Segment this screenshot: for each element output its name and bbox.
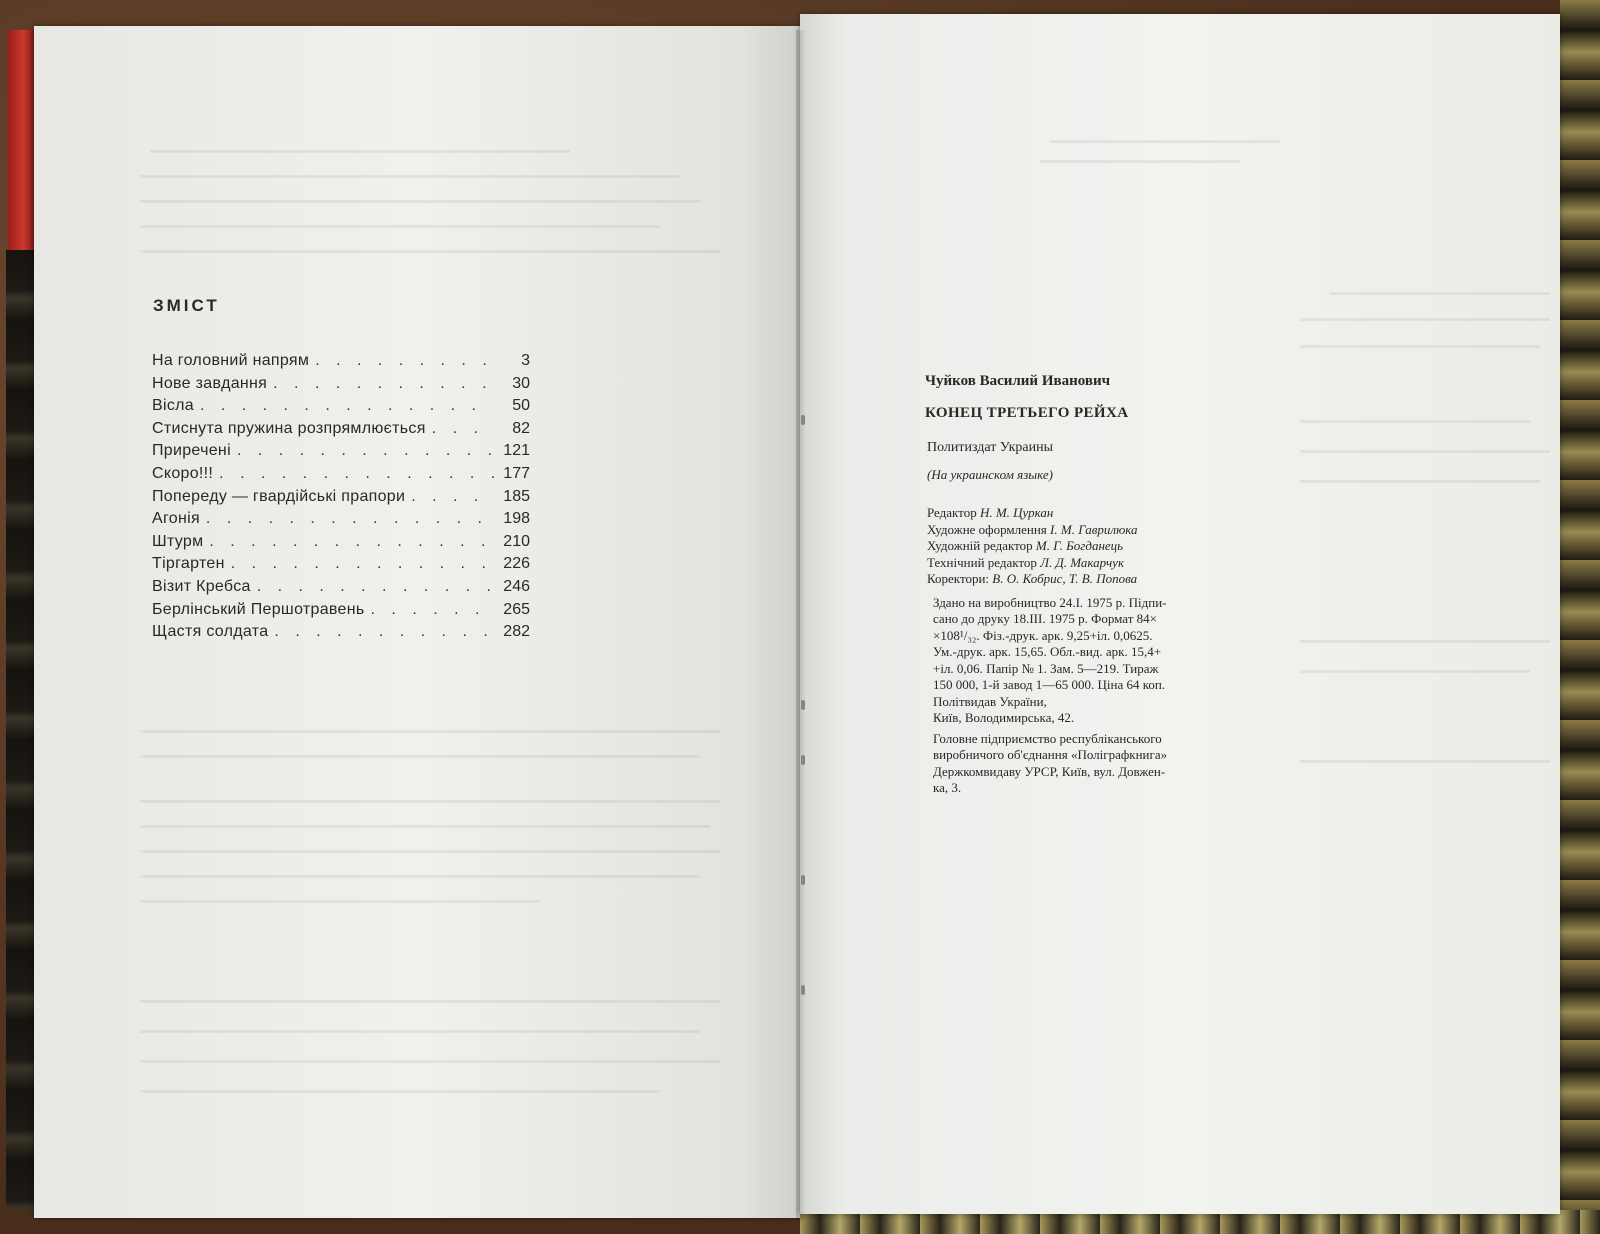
contents-entry-title: Тіргартен <box>152 555 225 573</box>
leader-dots <box>219 465 494 483</box>
contents-entry <box>152 420 530 443</box>
production-line: Ум.-друк. арк. 15,65. Обл.-вид. арк. 15,4+ <box>933 644 1162 660</box>
credit-line <box>927 522 1138 539</box>
contents-entry-page: 177 <box>503 464 530 482</box>
credit-line <box>927 555 1138 572</box>
credit-role: Художне оформлення <box>927 521 1047 537</box>
contents-entry-page: 210 <box>503 532 530 550</box>
language-note: (На украинском языке) <box>927 467 1053 482</box>
contents-entry-title: Вісла <box>152 397 194 415</box>
contents-entry-page: 282 <box>503 623 530 641</box>
contents-entry-title: На головний напрям <box>152 352 310 369</box>
production-line: сано до друку 18.ІІІ. 1975 р. Формат 84× <box>933 611 1157 627</box>
contents-entry-title: Попереду — гвардійські прапори <box>152 487 406 505</box>
leader-dots <box>231 555 494 573</box>
leader-dots <box>371 601 494 619</box>
contents-entry-page: 121 <box>503 442 530 460</box>
contents-entry <box>152 375 530 398</box>
leader-dots <box>432 420 494 438</box>
contents-entry-page: 82 <box>512 419 530 437</box>
contents-entry-title: Нове завдання <box>152 374 268 392</box>
contents-entry <box>152 442 530 465</box>
printer-line: виробничого об'єднання «Поліграфкнига» <box>933 747 1168 763</box>
contents-entry <box>152 578 530 601</box>
cover-edge-dark <box>6 250 34 1210</box>
contents-entry-page: 246 <box>503 577 530 595</box>
contents-heading: ЗМІСТ <box>153 296 220 315</box>
credit-line <box>927 505 1138 522</box>
leader-dots <box>411 488 494 506</box>
contents-entry-title: Стиснута пружина розпрямлюється <box>152 419 426 437</box>
contents-entry-page: 198 <box>503 510 530 528</box>
contents-entry <box>152 533 530 556</box>
credit-line <box>927 538 1138 555</box>
address-line: Політвидав України, <box>933 694 1047 709</box>
contents-entry <box>152 465 530 488</box>
contents-entry-title: Візит Кребса <box>152 577 251 595</box>
printer-line: Держкомвидаву УРСР, Київ, вул. Довжен- <box>933 763 1166 779</box>
credit-role: Редактор <box>927 505 977 520</box>
binding-stitch <box>801 875 805 885</box>
printer-details <box>933 731 1263 797</box>
contents-entry-page: 50 <box>512 397 530 415</box>
contents-entry <box>152 352 530 375</box>
contents-entry <box>152 510 530 533</box>
contents-entry-page: 265 <box>503 600 530 618</box>
leader-dots <box>315 352 494 370</box>
credit-name: Н. М. Цуркан <box>979 505 1054 520</box>
cover-edge-right <box>1560 0 1600 1234</box>
contents-list <box>152 352 530 646</box>
production-line: ×108¹/₃₂. Фіз.-друк. арк. 9,25+іл. 0,0625. <box>933 627 1153 643</box>
production-line: 150 000, 1-й завод 1—65 000. Ціна 64 коп. <box>933 677 1166 693</box>
contents-entry-page: 226 <box>503 555 530 573</box>
contents-entry-title: Скоро!!! <box>152 464 214 482</box>
binding-stitch <box>801 700 805 710</box>
contents-entry <box>152 601 530 624</box>
book-title: КОНЕЦ ТРЕТЬЕГО РЕЙХА <box>925 405 1129 421</box>
binding-stitch <box>801 755 805 765</box>
printer-line: Головне підприємство республіканського <box>933 731 1162 746</box>
publisher-address <box>933 694 1074 727</box>
binding-stitch <box>801 415 805 425</box>
printer-line: ка, 3. <box>933 780 962 796</box>
credit-role: Коректори: <box>927 571 990 586</box>
credit-name: І. М. Гаврилюка <box>1050 521 1138 537</box>
credit-role: Художній редактор <box>927 538 1033 553</box>
credit-name: М. Г. Богданець <box>1035 538 1124 553</box>
contents-entry <box>152 488 530 511</box>
contents-entry-title: Берлінський Першотравень <box>152 600 365 618</box>
leader-dots <box>200 397 494 415</box>
credit-name: Л. Д. Макарчук <box>1040 554 1125 570</box>
contents-entry <box>152 397 530 420</box>
contents-entry-title: Щастя солдата <box>152 623 269 641</box>
production-details <box>933 595 1263 693</box>
author-name: Чуйков Василий Иванович <box>925 373 1111 389</box>
leader-dots <box>209 533 494 551</box>
cover-edge-red <box>8 30 34 260</box>
leader-dots <box>257 578 494 596</box>
leader-dots <box>274 623 494 641</box>
contents-entry <box>152 623 530 646</box>
page-gutter <box>796 30 806 1220</box>
credits-block <box>927 505 1138 588</box>
production-line: Здано на виробництво 24.І. 1975 р. Підпи- <box>933 595 1167 610</box>
production-line: +іл. 0,06. Папір № 1. Зам. 5—219. Тираж <box>933 660 1159 676</box>
contents-entry-page: 3 <box>521 352 530 369</box>
contents-entry-page: 185 <box>503 487 530 505</box>
credit-name: В. О. Кобрис, Т. В. Попова <box>992 571 1138 586</box>
credit-role: Технічний редактор <box>927 554 1037 570</box>
contents-entry-title: Агонія <box>152 510 200 528</box>
contents-entry-title: Штурм <box>152 532 204 550</box>
contents-entry <box>152 555 530 578</box>
credit-line <box>927 571 1138 588</box>
leader-dots <box>273 375 494 393</box>
contents-entry-title: Приречені <box>152 442 231 460</box>
binding-stitch <box>801 985 805 995</box>
publisher-name: Политиздат Украины <box>927 440 1053 455</box>
leader-dots <box>237 442 494 460</box>
address-line: Київ, Володимирська, 42. <box>933 710 1075 726</box>
leader-dots <box>206 510 494 528</box>
contents-entry-page: 30 <box>512 374 530 392</box>
